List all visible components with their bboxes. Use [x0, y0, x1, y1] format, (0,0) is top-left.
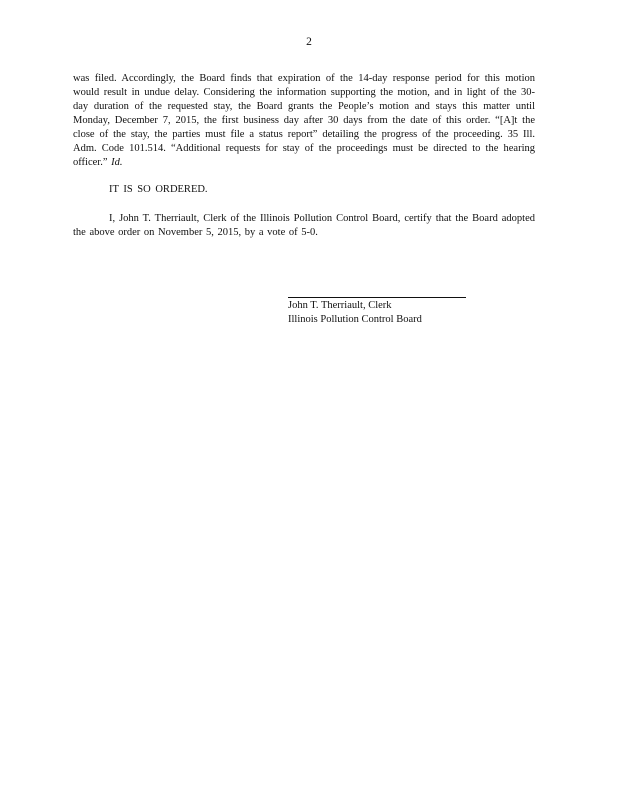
- signature-block: [288, 297, 466, 327]
- ordered-statement: IT IS SO ORDERED.: [109, 184, 208, 195]
- clerk-name-title: John T. Therriault, Clerk: [288, 300, 392, 311]
- citation-id: Id.: [111, 157, 123, 168]
- order-paragraph-text: was filed. Accordingly, the Board finds that expiration of the 14-day response period for this motion would result in undue delay. Considering the information supporting the motion, and in light of the 30-day duration of the requested stay, the Board grants the People’s motion and stays this matter until Monday, December 7, 2015, the first business day after 30 days from the date of this order. “[A]t the close of the stay, the parties must file a status report” detailing the progress of the proceeding. 35 Ill. Adm. Code 101.514. “Additional requests for stay of the proceedings must be directed to the hearing officer.”: [73, 73, 535, 168]
- certification-paragraph: I, John T. Therriault, Clerk of the Illinois Pollution Control Board, certify that the Board adopted the above order on November 5, 2015, by a vote of 5-0.: [73, 213, 535, 238]
- page-number: 2: [306, 36, 312, 48]
- order-paragraph: [73, 72, 535, 170]
- board-name: Illinois Pollution Control Board: [288, 314, 422, 325]
